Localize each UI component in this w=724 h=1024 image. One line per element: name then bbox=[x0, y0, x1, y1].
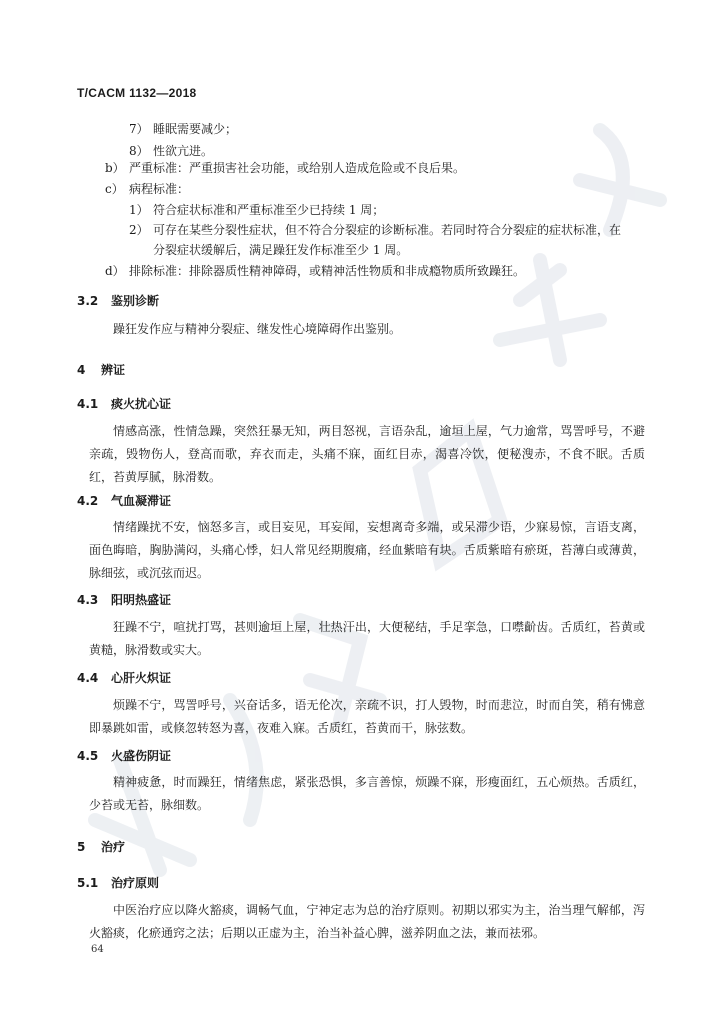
sub-criterion-text: 符合症状标准和严重标准至少已持续 1 周； bbox=[153, 203, 385, 217]
list-item-text: 性欲亢进。 bbox=[153, 144, 214, 158]
section-number: 4.4 bbox=[77, 671, 99, 685]
section-paragraph: 中医治疗应以降火豁痰，调畅气血，宁神定志为总的治疗原则。初期以邪实为主，治当理气解郁，泻火豁痰，化瘀通窍之法；后期以正虚为主，治当补益心脾，滋养阴血之法，兼而祛邪。 bbox=[89, 903, 645, 940]
chapter-title: 治疗 bbox=[101, 840, 126, 854]
section-number: 4.2 bbox=[77, 494, 99, 508]
sub-criterion-number: 1） bbox=[129, 203, 149, 217]
criterion-text: 病程标准： bbox=[129, 182, 190, 196]
section-heading bbox=[77, 294, 159, 308]
chapter-number: 4 bbox=[77, 363, 86, 377]
section-heading bbox=[77, 749, 171, 763]
criterion-text: 排除标准：排除器质性精神障碍，或精神活性物质和非成瘾物质所致躁狂。 bbox=[129, 264, 526, 278]
list-item-text: 睡眠需要减少； bbox=[153, 122, 238, 136]
section-title: 治疗原则 bbox=[111, 876, 160, 890]
criterion-number: c） bbox=[105, 182, 124, 196]
section-number: 4.3 bbox=[77, 593, 99, 607]
section-paragraph: 烦躁不宁，骂詈呼号，兴奋话多，语无伦次，亲疏不识，打人毁物，时而悲泣，时而自笑，稍有怫意即暴跳如雷，或倏忽转怒为喜，夜难入寐。舌质红，苔黄而干，脉弦数。 bbox=[89, 698, 645, 735]
sub-criterion-number: 2） bbox=[129, 223, 149, 237]
section-heading bbox=[77, 494, 171, 508]
section-title: 气血凝滞证 bbox=[111, 494, 172, 508]
section-number: 4.5 bbox=[77, 749, 99, 763]
document-id: T/CACM 1132—2018 bbox=[77, 86, 197, 100]
sub-criterion-text-continued: 分裂症状缓解后，满足躁狂发作标准至少 1 周。 bbox=[153, 243, 409, 257]
section-paragraph: 狂躁不宁，喧扰打骂，甚则逾垣上屋，壮热汗出，大便秘结，手足挛急，口噤齘齿。舌质红，苔黄或黄糙，脉滑数或实大。 bbox=[89, 620, 645, 657]
chapter-heading bbox=[77, 840, 125, 854]
chapter-number: 5 bbox=[77, 840, 86, 854]
criterion-number: d） bbox=[105, 264, 125, 278]
section-title: 火盛伤阴证 bbox=[111, 749, 172, 763]
criterion-text: 严重标准：严重损害社会功能，或给别人造成危险或不良后果。 bbox=[129, 161, 466, 175]
section-number: 5.1 bbox=[77, 876, 99, 890]
list-item-number: 8） bbox=[129, 144, 149, 158]
section-title: 鉴别诊断 bbox=[111, 294, 160, 308]
section-title: 痰火扰心证 bbox=[111, 397, 172, 411]
section-paragraph: 情绪躁扰不安，恼怒多言，或目妄见，耳妄闻，妄想离奇多端，或呆滞少语，少寐易惊，言语支离，面色晦暗，胸胁满闷，头痛心悸，妇人常见经期腹痛，经血紫暗有块。舌质紫暗有瘀斑，苔薄白或薄黄，脉细弦，或沉弦而迟。 bbox=[89, 520, 645, 580]
section-number: 3.2 bbox=[77, 294, 99, 308]
section-paragraph: 情感高涨，性情急躁，突然狂暴无知，两目怒视，言语杂乱，逾垣上屋，气力逾常，骂詈呼号，不避亲疏，毁物伤人，登高而歌，弃衣而走，头痛不寐，面红目赤，渴喜冷饮，便秘溲赤，不食不眠。舌质红，苔黄厚腻，脉滑数。 bbox=[89, 424, 645, 484]
sub-criterion-text: 可存在某些分裂性症状，但不符合分裂症的诊断标准。若同时符合分裂症的症状标准，在 bbox=[153, 223, 622, 237]
section-heading bbox=[77, 671, 171, 685]
section-heading bbox=[77, 593, 171, 607]
page-number: 64 bbox=[91, 944, 104, 955]
chapter-heading bbox=[77, 363, 125, 377]
criterion-number: b） bbox=[105, 161, 125, 175]
section-heading bbox=[77, 397, 171, 411]
section-paragraph: 躁狂发作应与精神分裂症、继发性心境障碍作出鉴别。 bbox=[113, 322, 402, 336]
section-number: 4.1 bbox=[77, 397, 99, 411]
section-title: 阳明热盛证 bbox=[111, 593, 172, 607]
section-paragraph: 精神疲惫，时而躁狂，情绪焦虑，紧张恐惧，多言善惊，烦躁不寐，形瘦面红，五心烦热。舌质红，少苔或无苔，脉细数。 bbox=[89, 775, 645, 812]
chapter-title: 辨证 bbox=[101, 363, 126, 377]
list-item-number: 7） bbox=[129, 122, 149, 136]
section-title: 心肝火炽证 bbox=[111, 671, 172, 685]
section-heading bbox=[77, 876, 159, 890]
